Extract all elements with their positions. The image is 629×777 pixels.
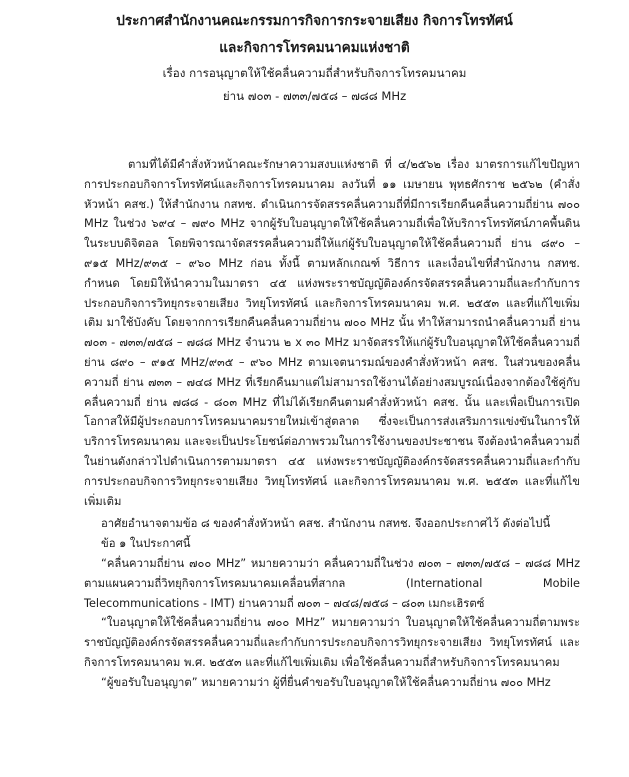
announcement-body <box>84 155 580 693</box>
definition-license: “ใบอนุญาตให้ใช้คลื่นความถี่ย่าน ๗๐๐ MHz” หมายความว่า ใบอนุญาตให้ใช้คลื่นความถี่ตามพระราชบัญญัติองค์กรจัดสรรคลื่นความถี่และกำกับการประกอบกิจการวิทยุกระจายเสียง วิทยุโทรทัศน์ และกิจการโทรคมนาคม พ.ศ. ๒๕๕๓ และที่แก้ไขเพิ่มเติม เพื่อใช้คลื่นความถี่สำหรับกิจการโทรคมนาคม <box>84 616 580 669</box>
announcement-title-line-2: และกิจการโทรคมนาคมแห่งชาติ <box>219 40 410 56</box>
definition-700mhz: “คลื่นความถี่ย่าน ๗๐๐ MHz” หมายความว่า คลื่นความถี่ในช่วง ๗๐๓ – ๗๓๓/๗๕๘ – ๗๘๘ MHz ตามแผนความถี่วิทยุกิจการโทรคมนาคมเคลื่อนที่สากล (International Mobile Telecommunications - IMT) ย่านความถี่ ๗๐๓ – ๗๔๘/๗๕๘ – ๘๐๓ เมกะเฮิรตซ์ <box>84 556 580 610</box>
authority-paragraph: อาศัยอำนาจตามข้อ ๘ ของคำสั่งหัวหน้า คสช. สำนักงาน กสทช. จึงออกประกาศไว้ ดังต่อไปนี้ <box>101 517 551 531</box>
announcement-subject: เรื่อง การอนุญาตให้ใช้คลื่นความถี่สำหรับกิจการโทรคมนาคม <box>162 66 467 80</box>
definition-applicant: “ผู้ขอรับใบอนุญาต” หมายความว่า ผู้ที่ยื่นคำขอรับใบอนุญาตให้ใช้คลื่นความถี่ย่าน ๗๐๐ MHz <box>101 675 551 689</box>
announcement-header <box>0 8 629 108</box>
announcement-band: ย่าน ๗๐๓ - ๗๓๓/๗๕๘ – ๗๘๘ MHz <box>222 89 407 103</box>
announcement-title-line-1: ประกาศสำนักงานคณะกรรมการกิจการกระจายเสียง กิจการโทรทัศน์ <box>116 13 513 29</box>
clause-1-heading: ข้อ ๑ ในประกาศนี้ <box>101 537 191 551</box>
preamble-paragraph: ตามที่ได้มีคำสั่งหัวหน้าคณะรักษาความสงบแห่งชาติ ที่ ๔/๒๕๖๒ เรื่อง มาตรการแก้ไขปัญหาการประกอบกิจการโทรทัศน์และกิจการโทรคมนาคม ลงวันที่ ๑๑ เมษายน พุทธศักราช ๒๕๖๒ (คำสั่งหัวหน้า คสช.) ให้สำนักงาน กสทช. ดำเนินการจัดสรรคลื่นความถี่ที่มีการเรียกคืนคลื่นความถี่ย่าน ๗๐๐ MHz ในช่วง ๖๙๔ – ๗๙๐ MHz จากผู้รับใบอนุญาตให้ใช้คลื่นความถี่เพื่อให้บริการโทรทัศน์ภาคพื้นดินในระบบดิจิตอล โดยพิจารณาจัดสรรคลื่นความถี่ให้แก่ผู้รับใบอนุญาตให้ใช้คลื่นความถี่ ย่าน ๘๙๐ – ๙๑๕ MHz/๙๓๕ – ๙๖๐ MHz ก่อน ทั้งนี้ ตามหลักเกณฑ์ วิธีการ และเงื่อนไขที่สำนักงาน กสทช. กำหนด โดยมิให้นำความในมาตรา ๔๕ แห่งพระราชบัญญัติองค์กรจัดสรรคลื่นความถี่และกำกับการประกอบกิจการวิทยุกระจายเสียง วิทยุโทรทัศน์ และกิจการโทรคมนาคม พ.ศ. ๒๕๕๓ และที่แก้ไขเพิ่มเติม มาใช้บังคับ โดยจากการเรียกคืนคลื่นความถี่ย่าน ๗๐๐ MHz นั้น ทำให้สามารถนำคลื่นความถี่ ย่าน ๗๐๓ - ๗๓๓/๗๕๘ – ๗๘๘ MHz จำนวน ๒ x ๓๐ MHz มาจัดสรรให้แก่ผู้รับใบอนุญาตให้ใช้คลื่นความถี่ ย่าน ๘๙๐ – ๙๑๕ MHz/๙๓๕ – ๙๖๐ MHz ตามเจตนารมณ์ของคำสั่งหัวหน้า คสช. ในส่วนของคลื่นความถี่ ย่าน ๗๓๓ – ๗๔๘ MHz ที่เรียกคืนมาแต่ไม่สามารถใช้งานได้อย่างสมบูรณ์เนื่องจากต้องใช้คู่กับคลื่นความถี่ ย่าน ๗๘๘ - ๘๐๓ MHz ที่ไม่ได้เรียกคืนตามคำสั่งหัวหน้า คสช. นั้น และเพื่อเป็นการเปิดโอกาสให้มีผู้ประกอบการโทรคมนาคมรายใหม่เข้าสู่ตลาด ซึ่งจะเป็นการส่งเสริมการแข่งขันในการให้บริการโทรคมนาคม และจะเป็นประโยชน์ต่อภาพรวมในการใช้งานของประชาชน จึงต้องนำคลื่นความถี่ในย่านดังกล่าวไปดำเนินการตามมาตรา ๔๕ แห่งพระราชบัญญัติองค์กรจัดสรรคลื่นความถี่และกำกับการประกอบกิจการวิทยุกระจายเสียง วิทยุโทรทัศน์ และกิจการโทรคมนาคม พ.ศ. ๒๕๕๓ และที่แก้ไขเพิ่มเติม <box>84 158 580 508</box>
